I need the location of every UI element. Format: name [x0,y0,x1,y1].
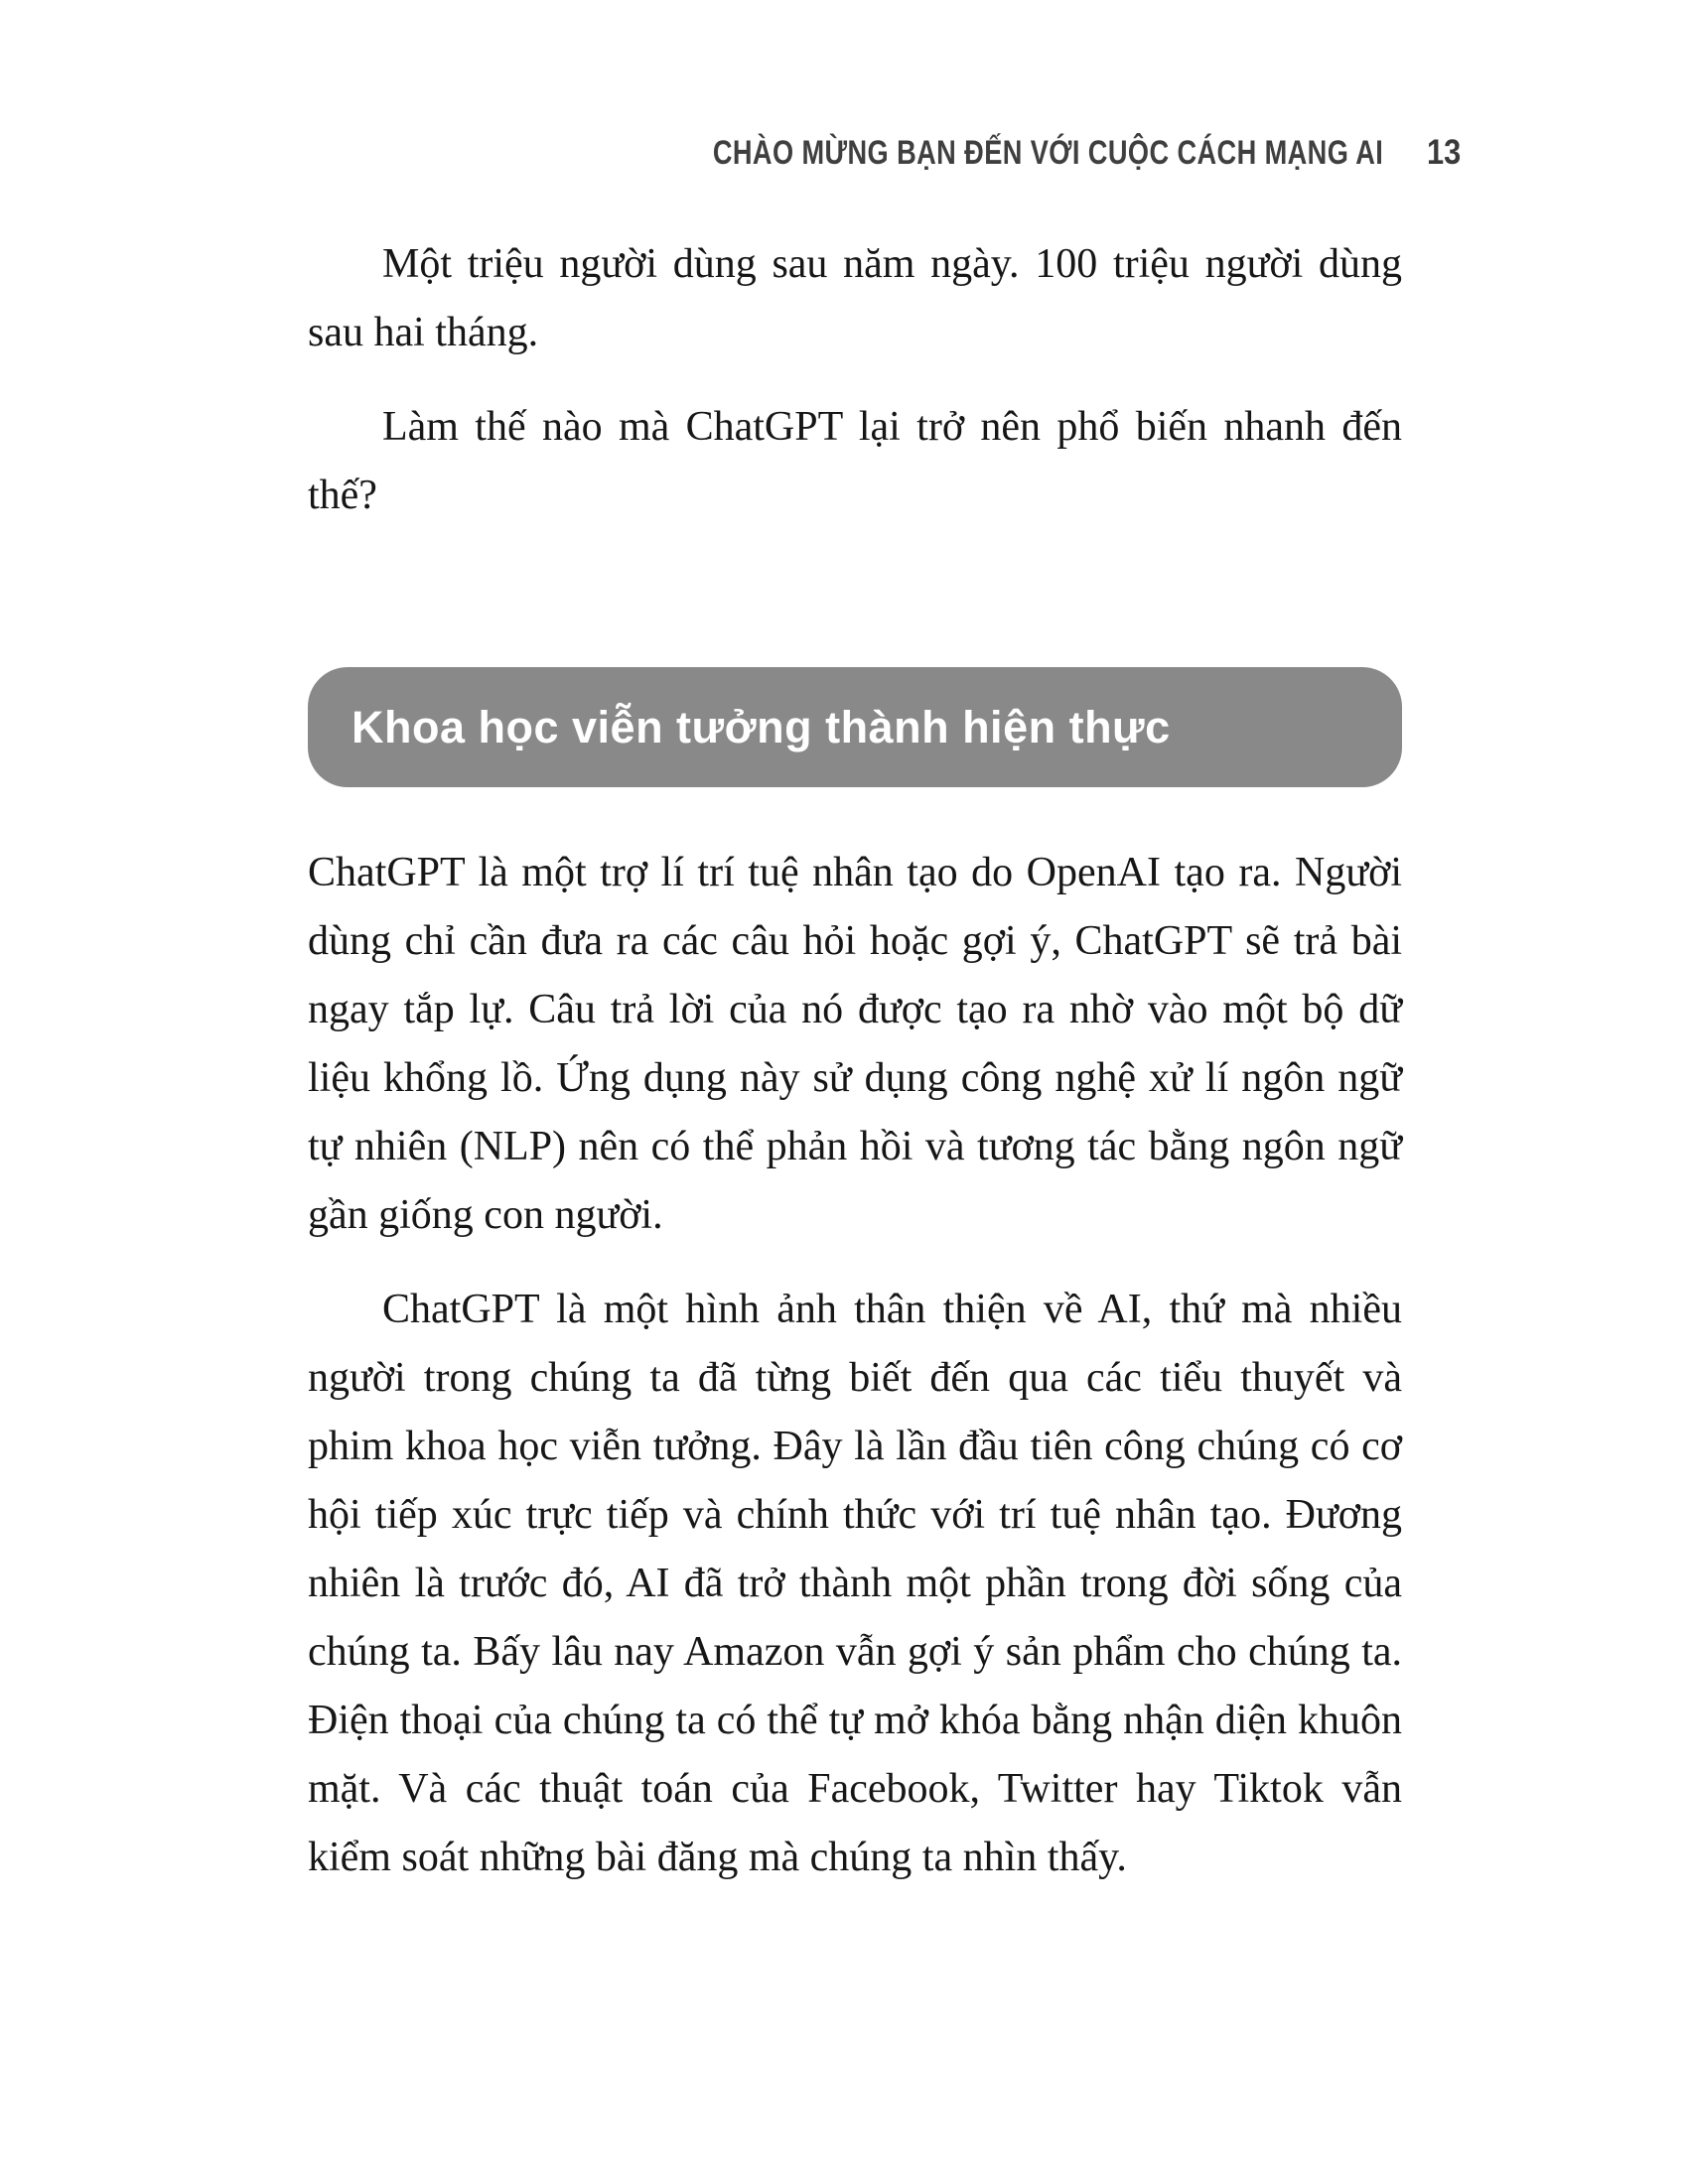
body-paragraph-1: ChatGPT là một trợ lí trí tuệ nhân tạo do OpenAI tạo ra. Người dùng chỉ cần đưa ra các câu hỏi hoặc gợi ý, ChatGPT sẽ trả bài ngay tắp lự. Câu trả lời của nó được tạo ra nhờ vào một bộ dữ liệu khổng lồ. Ứng dụng này sử dụng công nghệ xử lí ngôn ngữ tự nhiên (NLP) nên có thể phản hồi và tương tác bằng ngôn ngữ gần giống con người. [308,850,1402,1238]
page-number: 13 [1427,133,1462,172]
body-paragraph-2: ChatGPT là một hình ảnh thân thiện về AI, thứ mà nhiều người trong chúng ta đã từng biết đến qua các tiểu thuyết và phim khoa học viễn tưởng. Đây là lần đầu tiên công chúng có cơ hội tiếp xúc trực tiếp và chính thức với trí tuệ nhân tạo. Đương nhiên là trước đó, AI đã trở thành một phần trong đời sống của chúng ta. Bấy lâu nay Amazon vẫn gợi ý sản phẩm cho chúng ta. Điện thoại của chúng ta có thể tự mở khóa bằng nhận diện khuôn mặt. Và các thuật toán của Facebook, Twitter hay Tiktok vẫn kiểm soát những bài đăng mà chúng ta nhìn thấy. [308,1287,1402,1880]
running-header-title: CHÀO MỪNG BẠN ĐẾN VỚI CUỘC CÁCH MẠNG AI [712,133,1384,172]
intro-paragraph-2: Làm thế nào mà ChatGPT lại trở nên phổ biến nhanh đến thế? [308,404,1402,518]
section-heading-text: Khoa học viễn tưởng thành hiện thực [352,701,1171,752]
running-header [308,133,1466,173]
intro-paragraph-1: Một triệu người dùng sau năm ngày. 100 triệu người dùng sau hai tháng. [308,241,1402,355]
text-column [308,230,1402,1918]
section-heading-box [308,667,1402,787]
